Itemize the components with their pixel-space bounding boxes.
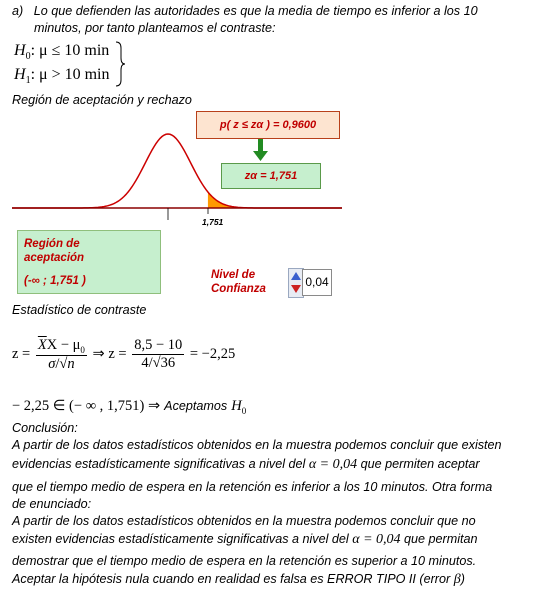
alpha-expression: α = 0,04 [308,457,358,472]
beta-symbol: β [453,572,461,587]
hypothesis-h0: $H_0$: μ ≤ 10 min [14,42,110,63]
region-label-line-2: aceptación [24,252,85,264]
intro-line-2: minutos, por tanto planteamos el contraste: [34,21,276,35]
conclusion-p2-line-4: Aceptar la hipótesis nula cuando en realidad es falsa es ERROR TIPO II (error β) [12,572,465,587]
region-heading: Región de aceptación y rechazo [12,93,192,107]
intro-line-1 [12,4,478,18]
membership-line: − 2,25 ∈ (− ∞ , 1,751) ⇒ Aceptamos $H_0$ [12,398,247,416]
conclusion-p1-line-3: que el tiempo medio de espera en la retención es inferior a los 10 minutos. Otra forma [12,480,493,494]
alpha-value-field[interactable]: 0,04 [302,269,332,296]
conclusion-p1-line-1: A partir de los datos estadísticos obtenidos en la muestra podemos concluir que existen [12,438,502,452]
test-statistic-formula [12,337,235,373]
conclusion-p1-line-4: de enunciado: [12,497,92,511]
acceptance-region-box [17,230,161,294]
region-label-line-1: Región de [24,238,80,250]
conclusion-p2-line-1: A partir de los datos estadísticos obtenidos en la muestra podemos concluir que no [12,514,476,528]
formula-z: z = [12,346,31,363]
confidence-label-line-1: Nivel de [211,269,256,281]
down-arrow-icon [253,139,269,163]
statistic-heading: Estadístico de contraste [12,303,147,317]
membership-expression: − 2,25 ∈ (− ∞ , 1,751) ⇒ [12,398,161,414]
critical-z-box: zα = 1,751 [221,163,321,189]
conclusion-heading: Conclusión: [12,421,78,435]
conclusion-p2-line-2: existen evidencias estadísticamente significativas a nivel del α = 0,04 que permitan [12,532,478,547]
alpha-expression-2: α = 0,04 [352,532,401,547]
spinner-arrows-icon [289,269,303,297]
item-marker: a) [12,4,24,18]
conclusion-p2-line-3: demostrar que el tiempo medio de espera en la retención es superior a 10 minutos. [12,554,477,568]
formula-result: = −2,25 [189,346,236,363]
formula-implies: ⇒ z = [92,346,127,363]
probability-box: p( z ≤ zα ) = 0,9600 [196,111,340,139]
membership-conclusion: Aceptamos [164,399,228,413]
hypothesis-h1: $H_1$: μ > 10 min [14,66,110,87]
confidence-label-line-2: Confianza [211,283,266,295]
intro-text-1: Lo que defienden las autoridades es que la media de tiempo es inferior a los 10 [33,4,478,18]
hypotheses-brace [114,40,126,88]
confidence-label [211,268,266,296]
region-interval: (-∞ ; 1,751 ) [24,275,86,287]
formula-fraction-1: $\frac{\overline{X}X - \mu_0}{\sigma/√n}$ [37,337,85,372]
conclusion-p1-line-2: evidencias estadísticamente significativas a nivel del α = 0,04 que permiten aceptar [12,457,480,472]
critical-value-label: 1,751 [202,217,224,227]
formula-fraction-2: $\frac{8,5 - 10}{4/√36}$ [134,337,183,372]
